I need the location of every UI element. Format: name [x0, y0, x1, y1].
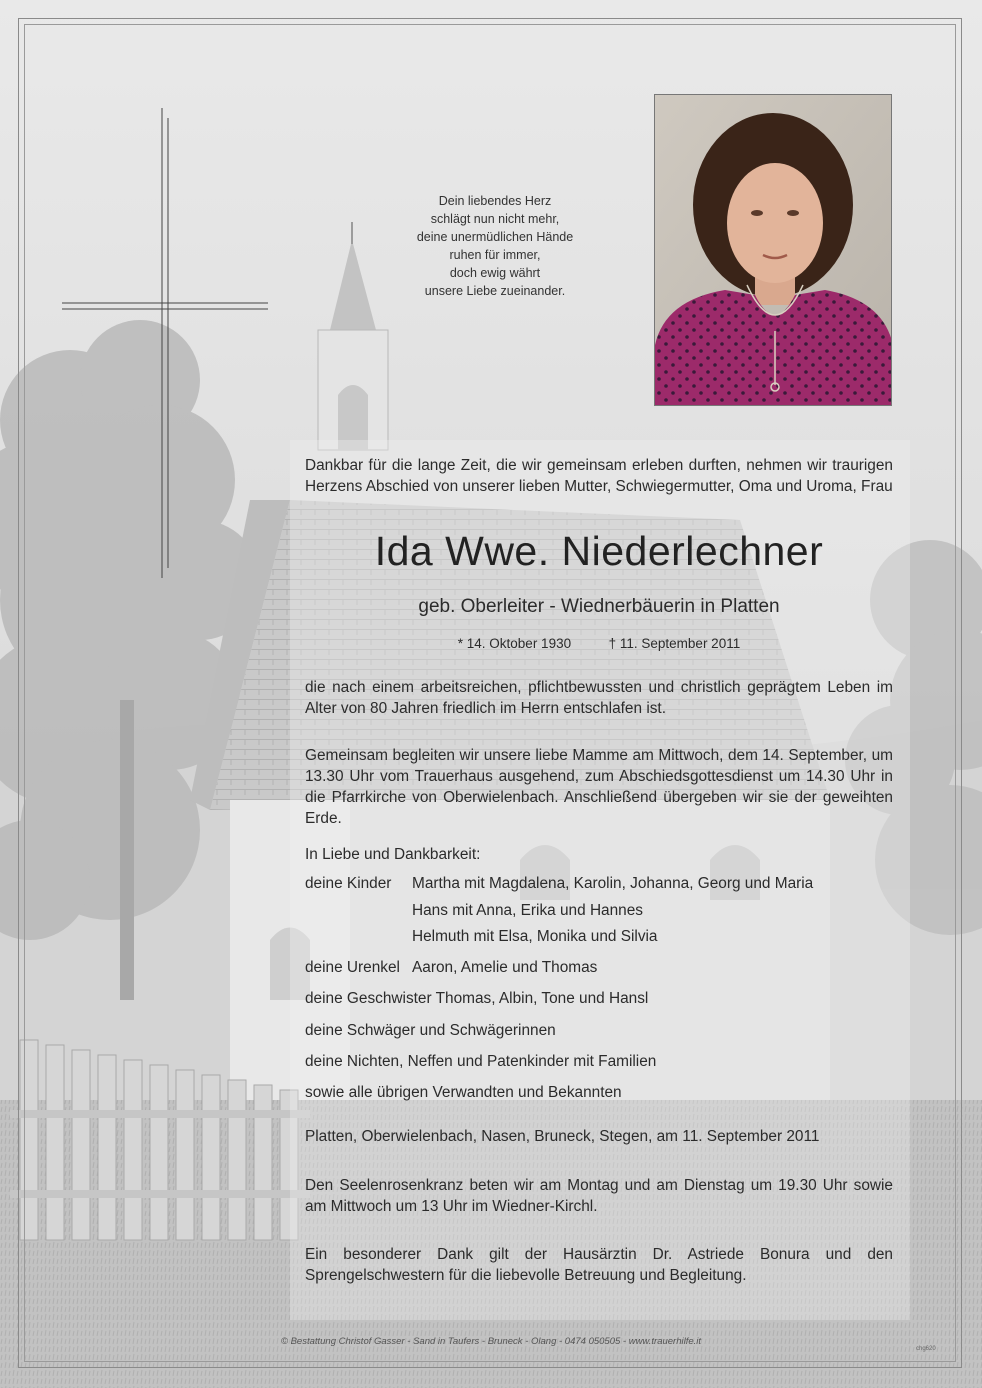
- poem-line: schlägt nun nicht mehr,: [430, 212, 560, 226]
- funeral-paragraph: Gemeinsam begleiten wir unsere liebe Mamme am Mittwoch, dem 14. September, um 13.30 Uhr vom Trauerhaus ausgehend, zum Abschiedsgottesdienst um 14.30 Uhr in die Pfarrkirche von Oberwielenbach. Anschließend übergeben wir sie der geweihten Erde.: [305, 747, 893, 827]
- portrait-photo: [654, 94, 892, 406]
- children-group: [305, 875, 893, 955]
- nieces-nephews-line: deine Nichten, Neffen und Patenkinder mit Familien: [305, 1053, 657, 1070]
- family-heading: In Liebe und Dankbarkeit:: [305, 846, 481, 863]
- poem-line: deine unermüdlichen Hände: [416, 230, 574, 244]
- death-date: † 11. September 2011: [608, 636, 741, 651]
- children-label: deine Kinder: [305, 875, 392, 892]
- relatives-line: sowie alle übrigen Verwandten und Bekannten: [305, 1084, 622, 1101]
- poem-line: doch ewig währt: [449, 266, 541, 280]
- poem-line: ruhen für immer,: [449, 248, 541, 262]
- poem-line: Dein liebendes Herz: [438, 194, 552, 208]
- deceased-subtitle: geb. Oberleiter - Wiednerbäuerin in Platten: [418, 596, 780, 617]
- poem-line: unsere Liebe zueinander.: [424, 284, 566, 298]
- life-paragraph: die nach einem arbeitsreichen, pflichtbewussten und christlich geprägtem Leben im Alter von 80 Jahren friedlich im Herrn entschlafen ist.: [305, 679, 893, 717]
- thanks-paragraph: Ein besonderer Dank gilt der Hausärztin Dr. Astriede Bonura und den Sprengelschwestern für die liebevolle Betreuung und Begleitung.: [305, 1246, 893, 1284]
- birth-date: * 14. Oktober 1930: [457, 636, 572, 651]
- children-line: Hans mit Anna, Erika und Hannes: [412, 902, 643, 919]
- cross-icon: [62, 108, 272, 578]
- rosary-paragraph: Den Seelenrosenkranz beten wir am Montag und am Dienstag um 19.30 Uhr sowie am Mittwoch um 13 Uhr im Wiedner-Kirchl.: [305, 1177, 893, 1215]
- document-code: chg620: [916, 1346, 936, 1352]
- place-date-line: Platten, Oberwielenbach, Nasen, Bruneck, Stegen, am 11. September 2011: [305, 1128, 820, 1145]
- great-grandchildren-label: deine Urenkel: [305, 959, 400, 976]
- great-grandchildren-names: Aaron, Amelie und Thomas: [412, 959, 598, 976]
- memorial-poem: [380, 192, 610, 300]
- intro-text: Dankbar für die lange Zeit, die wir gemeinsam erleben durften, nehmen wir traurigen Herzens Abschied von unserer lieben Mutter, Schwiegermutter, Oma und Uroma, Frau: [305, 457, 893, 495]
- children-line: Helmuth mit Elsa, Monika und Silvia: [412, 928, 658, 945]
- deceased-name: Ida Wwe. Niederlechner: [374, 528, 824, 574]
- life-dates: [305, 636, 893, 651]
- children-line: Martha mit Magdalena, Karolin, Johanna, Georg und Maria: [412, 875, 814, 892]
- siblings-line: deine Geschwister Thomas, Albin, Tone und Hansl: [305, 990, 649, 1007]
- footer-credit: © Bestattung Christof Gasser - Sand in Taufers - Bruneck - Olang - 0474 050505 - www.trauerhilfe.it: [280, 1336, 702, 1347]
- in-laws-line: deine Schwäger und Schwägerinnen: [305, 1022, 556, 1039]
